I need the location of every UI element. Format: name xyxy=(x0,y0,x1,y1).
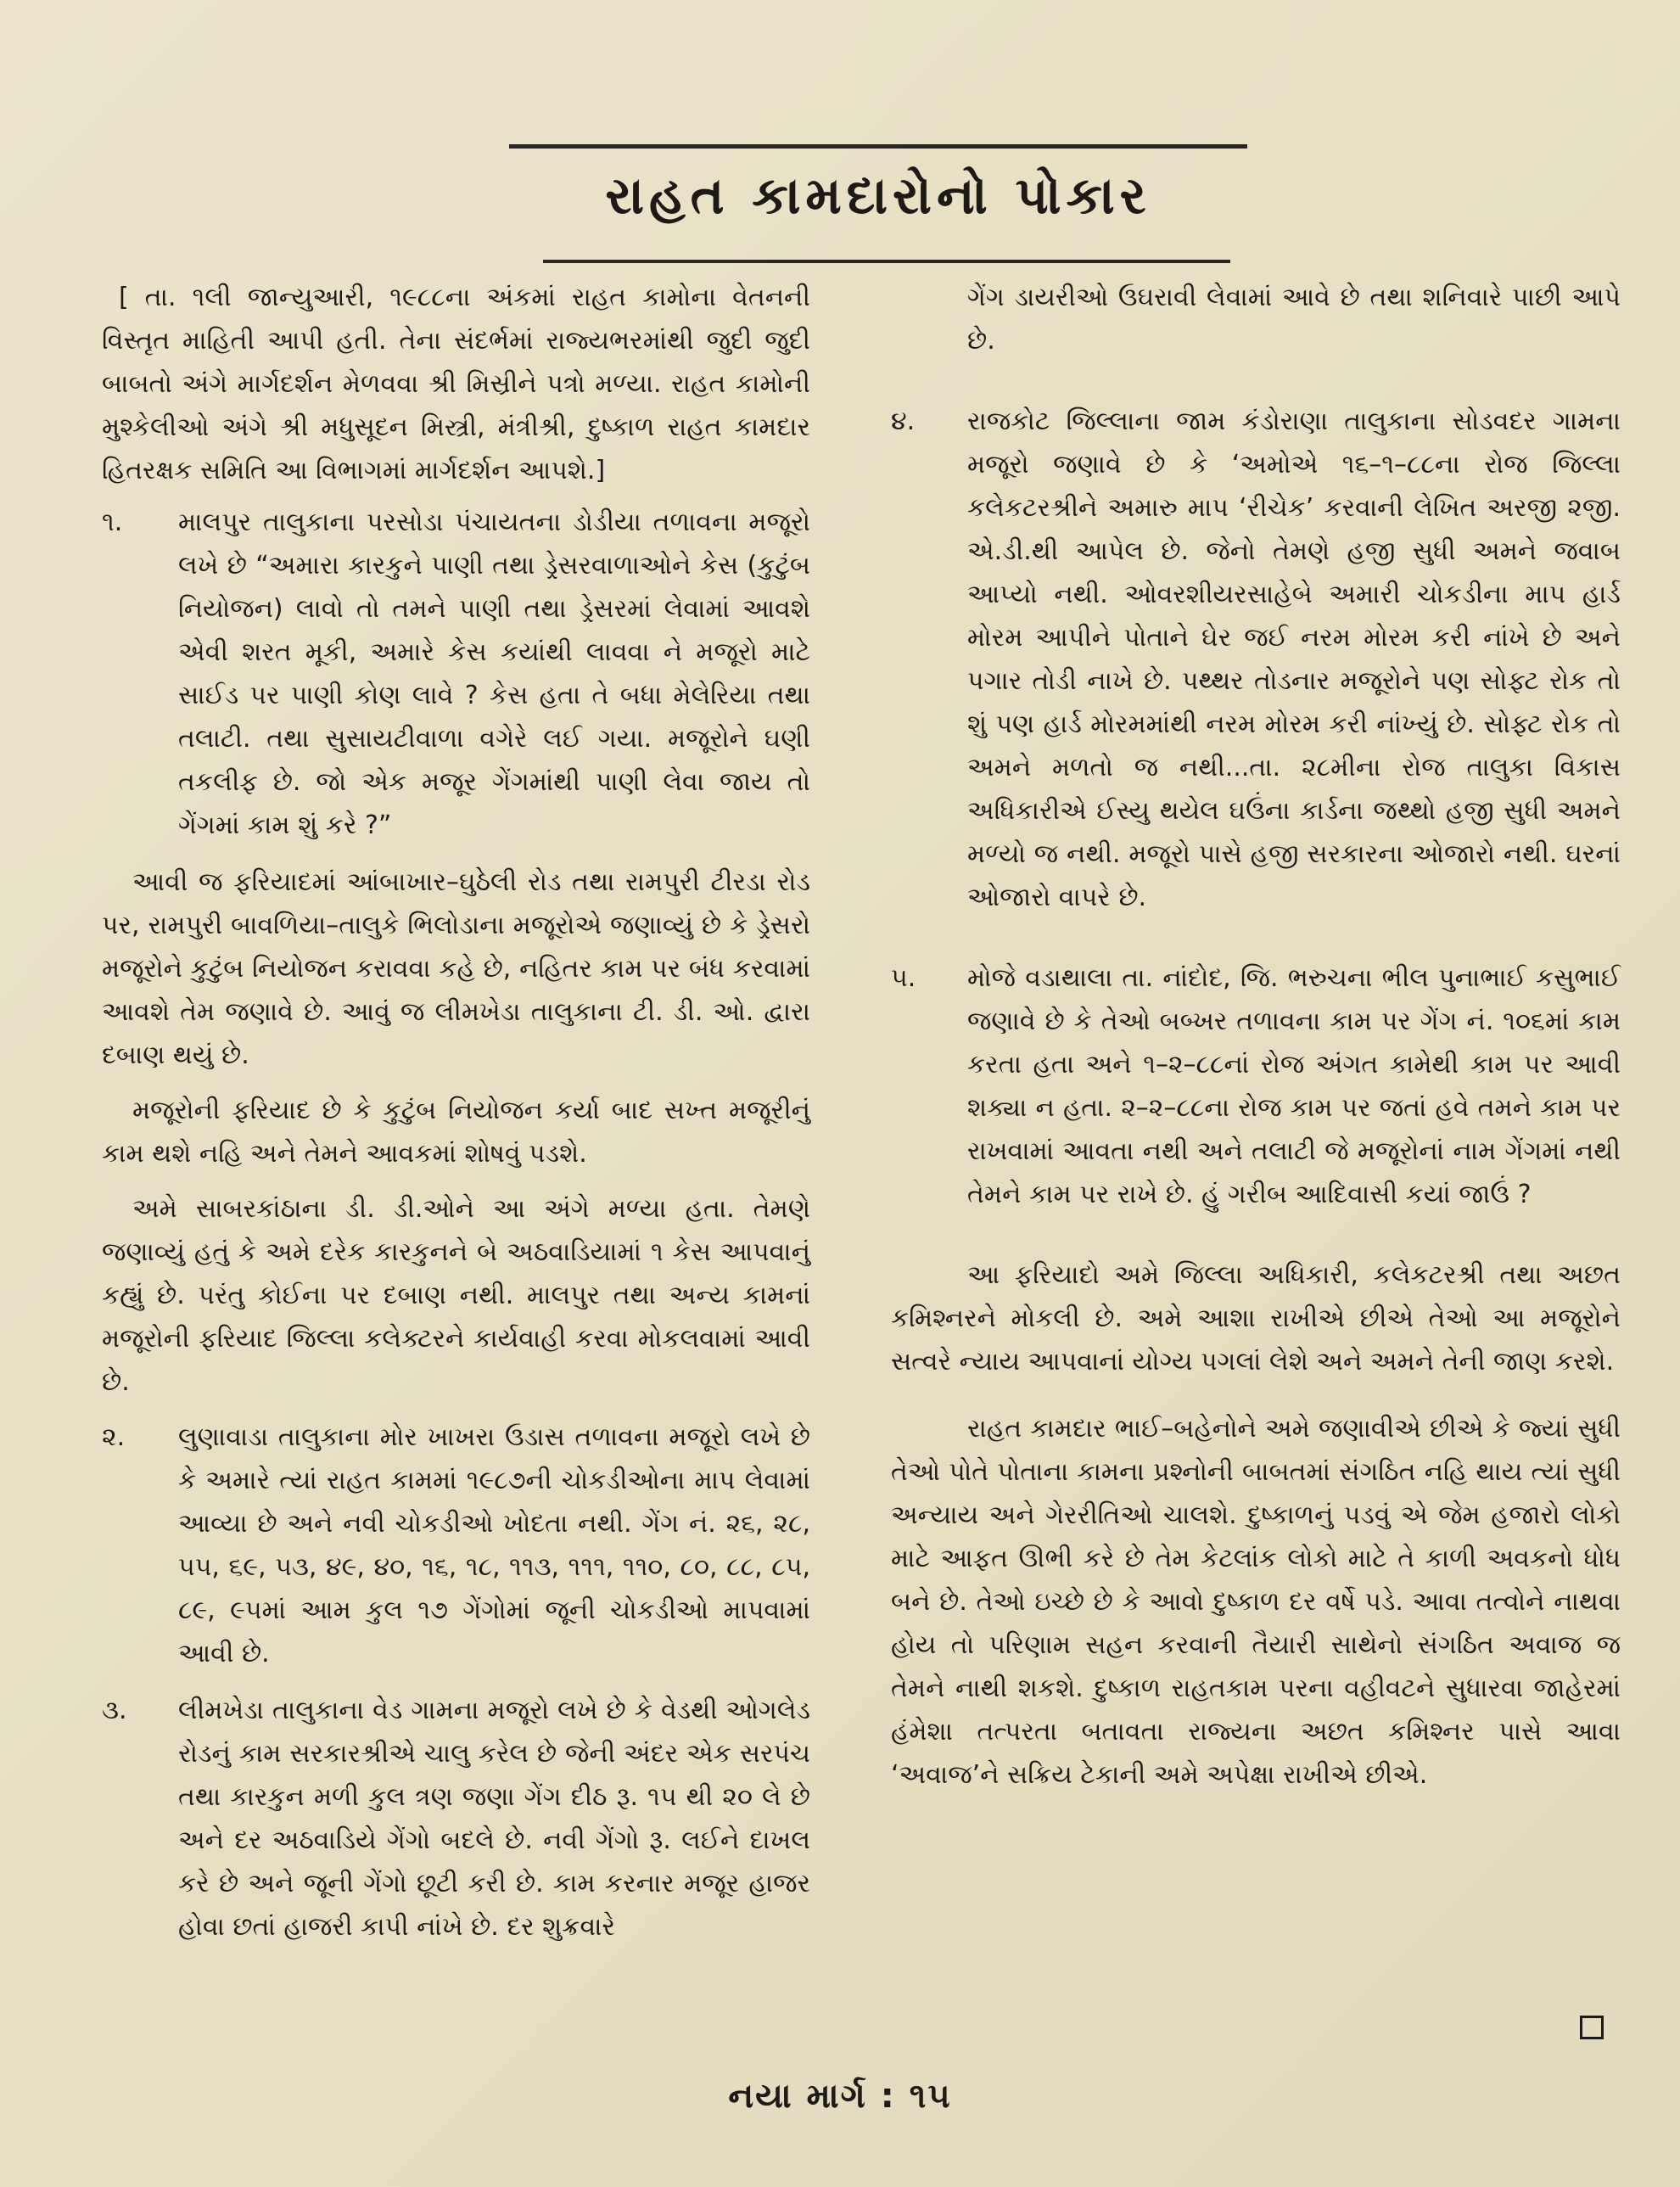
complaint-item-5 xyxy=(891,956,1621,1216)
item-1-paragraph-2: આવી જ ફરિયાદમાં આંબાખાર–ઘુઠેલી રોડ તથા રામપુરી ટીરડા રોડ પર, રામપુરી બાવળિયા–તાલુકે ભિલોડાના મજૂરોએ જણાવ્યું છે કે ડ્રેસરો મજૂરોને કુટુંબ નિયોજન કરાવવા કહે છે, નહિતર કામ પર બંધ કરવામાં આવશે તેમ જણાવે છે. આવું જ લીમખેડા તાલુકાના ટી. ડી. ઓ. દ્વારા દબાણ થયું છે. xyxy=(102,867,810,1070)
complaint-item-3 xyxy=(102,1689,810,1949)
item-number: ૫. xyxy=(891,963,916,993)
item-1-paragraph-4: અમે સાબરકાંઠાના ડી. ડી.ઓને આ અંગે મળ્યા હતા. તેમણે જણાવ્યું હતું કે અમે દરેક કારકુનને બે અઠવાડિયામાં ૧ કેસ આપવાનું કહ્યું છે. પરંતુ કોઈના પર દબાણ નથી. માલપુર તથા અન્ય કામનાં મજૂરોની ફરિયાદ જિલ્લા કલેક્ટરને કાર્યવાહી કરવા મોકલવામાં આવી છે. xyxy=(102,1194,810,1397)
item-text: માલપુર તાલુકાના પરસોડા પંચાયતના ડોડીયા તળાવના મજૂરો લખે છે “અમારા કારકુને પાણી તથા ડ્રેસરવાળાઓને કેસ (કુટુંબ નિયોજન) લાવો તો તમને પાણી તથા ડ્રેસરમાં લેવામાં આવશે એવી શરત મૂકી, અમારે કેસ કયાંથી લાવવા ને મજૂરો માટે સાઈડ પર પાણી કોણ લાવે ? કેસ હતા તે બધા મેલેરિયા તથા તલાટી. તથા સુસાયટીવાળા વગેરે લઈ ગયા. મજૂરોને ઘણી તકલીફ છે. જો એક મજૂર ગેંગમાંથી પાણી લેવા જાય તો ગેંગમાં કામ શું કરે ?” xyxy=(178,507,810,840)
article-title: રાહત કામદારોનો પોકાર xyxy=(605,166,1151,226)
item-3-continuation: ગેંગ ડાયરીઓ ઉઘરાવી લેવામાં આવે છે તથા શનિવારે પાછી આપે છે. xyxy=(967,283,1621,356)
item-number: ૪. xyxy=(891,407,916,436)
closing-paragraph-1: આ ફરિયાદો અમે જિલ્લા અધિકારી, કલેકટરશ્રી તથા અછત કમિશ્નરને મોકલી છે. અમે આશા રાખીએ છીએ તેઓ આ મજૂરોને સત્વરે ન્યાય આપવાનાં યોગ્ય પગલાં લેશે અને અમને તેની જાણ કરશે. xyxy=(891,1260,1621,1377)
complaint-item-4 xyxy=(891,400,1621,919)
item-text: મોજે વડાથાલા તા. નાંદોદ, જિ. ભરુચના ભીલ પુનાભાઈ કસુભાઈ જણાવે છે કે તેઓ બબ્ખર તળાવના કામ પર ગેંગ નં. ૧૦૬માં કામ કરતા હતા અને ૧–૨–૮૮નાં રોજ અંગત કામેથી કામ પર આવી શક્યા ન હતા. ૨–૨–૮૮ના રોજ કામ પર જતાં હવે તમને કામ પર રાખવામાં આવતા નથી અને તલાટી જે મજૂરોનાં નામ ગેંગમાં નથી તેમને કામ પર રાખે છે. હું ગરીબ આદિવાસી કયાં જાઉં ? xyxy=(967,963,1621,1209)
item-1-paragraph-3: મજૂરોની ફરિયાદ છે કે કુટુંબ નિયોજન કર્યા બાદ સખ્ત મજૂરીનું કામ થશે નહિ અને તેમને આવકમાં શોષવું પડશે. xyxy=(102,1096,810,1169)
complaint-item-1 xyxy=(102,501,810,847)
end-of-article-mark xyxy=(1580,2016,1604,2039)
left-column xyxy=(102,276,810,1962)
editor-note: [ તા. ૧લી જાન્યુઆરી, ૧૯૮૮ના અંકમાં રાહત કામોના વેતનની વિસ્તૃત માહિતી આપી હતી. તેના સંદર્ભમાં રાજ્યભરમાંથી જુદી જુદી બાબતો અંગે માર્ગદર્શન મેળવવા શ્રી મિસ્રીને પત્રો મળ્યા. રાહત કામોની મુશ્કેલીઓ અંગે શ્રી મધુસૂદન મિસ્ત્રી, મંત્રીશ્રી, દુષ્કાળ રાહત કામદાર હિતરક્ષક સમિતિ આ વિભાગમાં માર્ગદર્શન આપશે.] xyxy=(102,283,810,485)
item-text: રાજકોટ જિલ્લાના જામ કંડોરાણા તાલુકાના સોડવદર ગામના મજૂરો જણાવે છે કે ‘અમોએ ૧૬–૧–૮૮ના રોજ જિલ્લા કલેકટરશ્રીને અમારુ માપ ‘રીચેક’ કરવાની લેખિત અરજી ૨જી. એ.ડી.થી આપેલ છે. જેનો તેમણે હજી સુધી અમને જવાબ આપ્યો નથી. ઓવરશીયરસાહેબે અમારી ચોકડીના માપ હાર્ડ મોરમ આપીને પોતાને ઘેર જઈ નરમ મોરમ કરી નાંખે છે અને પગાર તોડી નાખે છે. પથ્થર તોડનાર મજૂરોને પણ સોફ્ટ રોક તો શું પણ હાર્ડ મોરમમાંથી નરમ મોરમ કરી નાંખ્યું છે. સોફ્ટ રોક તો અમને મળતો જ નથી...તા. ૨૮મીના રોજ તાલુકા વિકાસ અધિકારીએ ઈસ્યુ થયેલ ઘઉંના કાર્ડના જથ્થો હજી સુધી અમને મળ્યો જ નથી. મજૂરો પાસે હજી સરકારના ઓજારો નથી. ઘરનાં ઓજારો વાપરે છે. xyxy=(967,407,1621,912)
closing-paragraph-2: રાહત કામદાર ભાઈ–બહેનોને અમે જણાવીએ છીએ કે જ્યાં સુધી તેઓ પોતે પોતાના કામના પ્રશ્નોની બાબતમાં સંગઠિત નહિ થાય ત્યાં સુધી અન્યાય અને ગેરરીતિઓ ચાલશે. દુષ્કાળનું પડવું એ જેમ હજારો લોકો માટે આફત ઊભી કરે છે તેમ કેટલાંક લોકો માટે તે કાળી અવકનો ધોધ બને છે. તેઓ ઇચ્છે છે કે આવો દુષ્કાળ દર વર્ષે પડે. આવા તત્વોને નાથવા હોય તો પરિણામ સહન કરવાની તૈયારી સાથેનો સંગઠિત અવાજ જ તેમને નાથી શકશે. દુષ્કાળ રાહતકામ પરના વહીવટને સુધારવા જાહેરમાં હંમેશા તત્પરતા બતાવતા રાજ્યના અછત કમિશ્નર પાસે આવા ‘અવાજ’ને સક્રિય ટેકાની અમે અપેક્ષા રાખીએ છીએ. xyxy=(891,1414,1621,1790)
page-footer: નયા માર્ગ : ૧૫ xyxy=(728,2077,952,2116)
item-number: ૧. xyxy=(102,507,123,537)
item-text: લીમખેડા તાલુકાના વેડ ગામના મજૂરો લખે છે કે વેડથી ઓગલેડ રોડનું કામ સરકારશ્રીએ ચાલુ કરેલ છે જેની અંદર એક સરપંચ તથા કારકુન મળી કુલ ત્રણ જણા ગેંગ દીઠ રૂ. ૧૫ થી ૨૦ લે છે અને દર અઠવાડિયે ગેંગો બદલે છે. નવી ગેંગો રૂ. લઈને દાખલ કરે છે અને જૂની ગેંગો છૂટી કરી છે. કામ કરનાર મજૂર હાજર હોવા છતાં હાજરી કાપી નાંખે છે. દર શુક્રવારે xyxy=(178,1696,810,1942)
item-text: લુણાવાડા તાલુકાના મોર ખાખરા ઉડાસ તળાવના મજૂરો લખે છે કે અમારે ત્યાં રાહત કામમાં ૧૯૮૭ની ચોકડીઓના માપ લેવામાં આવ્યા છે અને નવી ચોકડીઓ ખોદતા નથી. ગેંગ નં. ૨૬, ૨૮, ૫૫, ૬૯, ૫૩, ૪૯, ૪૦, ૧૬, ૧૮, ૧૧૩, ૧૧૧, ૧૧૦, ૮૦, ૮૮, ૮૫, ૮૯, ૯૫માં આમ કુલ ૧૭ ગેંગોમાં જૂની ચોકડીઓ માપવામાં આવી છે. xyxy=(178,1422,810,1668)
item-number: ૩. xyxy=(102,1696,127,1725)
complaint-item-2 xyxy=(102,1416,810,1675)
title-bottom-rule xyxy=(543,260,1230,263)
right-column xyxy=(891,276,1621,1820)
item-number: ૨. xyxy=(102,1422,126,1452)
title-top-rule xyxy=(509,144,1247,149)
